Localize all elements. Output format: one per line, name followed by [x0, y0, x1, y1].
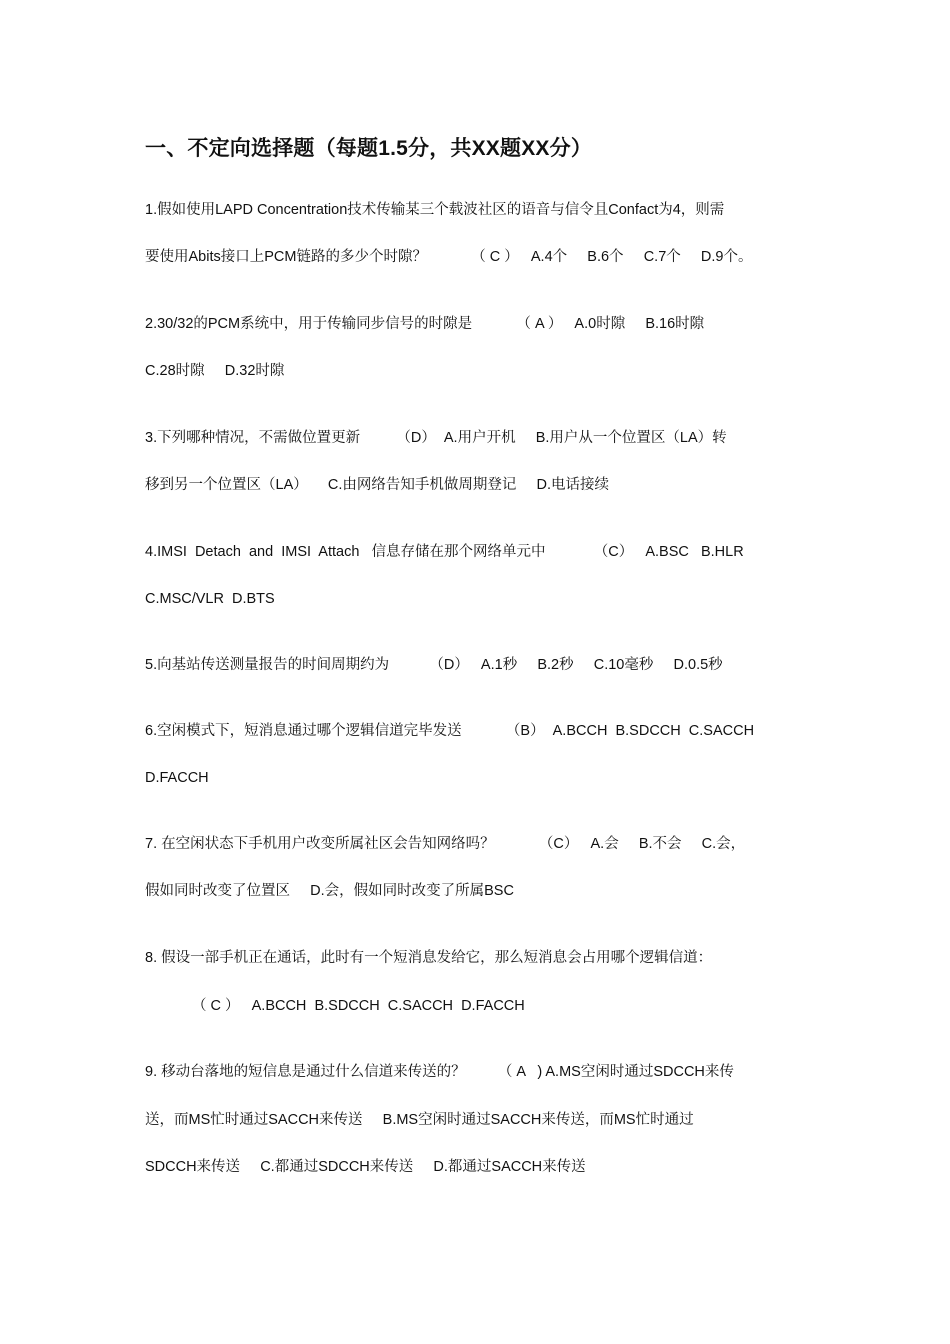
question-1-line-2: 要使用Abits接口上PCM链路的多少个时隙？ （ C ） A.4个 B.6个 C.7个 D.9个。	[145, 249, 753, 265]
question-9-line-1: 9. 移动台落地的短信息是通过什么信道来传送的？ （ A ) A.MS空闲时通过SDCCH来传	[145, 1064, 734, 1080]
question-8-line-2: （ C ） A.BCCH B.SDCCH C.SACCH D.FACCH	[192, 998, 525, 1014]
question-8-line-1: 8. 假设一部手机正在通话，此时有一个短消息发给它，那么短消息会占用哪个逻辑信道：	[145, 950, 713, 966]
question-5-line-1: 5.向基站传送测量报告的时间周期约为 （D） A.1秒 B.2秒 C.10毫秒 D.0.5秒	[145, 657, 723, 673]
question-3-line-2: 移到另一个位置区（LA） C.由网络告知手机做周期登记 D.电话接续	[145, 477, 610, 493]
question-9-line-2: 送，而MS忙时通过SACCH来传送 B.MS空闲时通过SACCH来传送，而MS忙时通过	[145, 1112, 694, 1128]
section-title: 一、不定向选择题（每题1.5分，共XX题XX分）	[145, 137, 593, 160]
question-7-line-1: 7. 在空闲状态下手机用户改变所属社区会告知网络吗？ （C） A.会 B.不会 C.会，	[145, 836, 746, 852]
question-1-line-1: 1.假如使用LAPD Concentration技术传输某三个载波社区的语音与信令且Confact为4，则需	[145, 202, 725, 218]
question-2-line-2: C.28时隙 D.32时隙	[145, 363, 285, 379]
question-6-line-1: 6.空闲模式下，短消息通过哪个逻辑信道完毕发送 （B） A.BCCH B.SDCCH C.SACCH	[145, 723, 755, 739]
question-7-line-2: 假如同时改变了位置区 D.会，假如同时改变了所属BSC	[145, 883, 514, 899]
question-3-line-1: 3.下列哪种情况，不需做位置更新 （D） A.用户开机 B.用户从一个位置区（LA）转	[145, 430, 727, 446]
question-4-line-1: 4.IMSI Detach and IMSI Attach 信息存储在那个网络单元中 （C） A.BSC B.HLR	[145, 544, 744, 560]
question-9-line-3: SDCCH来传送 C.都通过SDCCH来传送 D.都通过SACCH来传送	[145, 1159, 586, 1175]
question-6-line-2: D.FACCH	[145, 770, 209, 786]
question-4-line-2: C.MSC/VLR D.BTS	[145, 591, 275, 607]
question-2-line-1: 2.30/32的PCM系统中，用于传输同步信号的时隙是 （ A ） A.0时隙 B.16时隙	[145, 316, 705, 332]
